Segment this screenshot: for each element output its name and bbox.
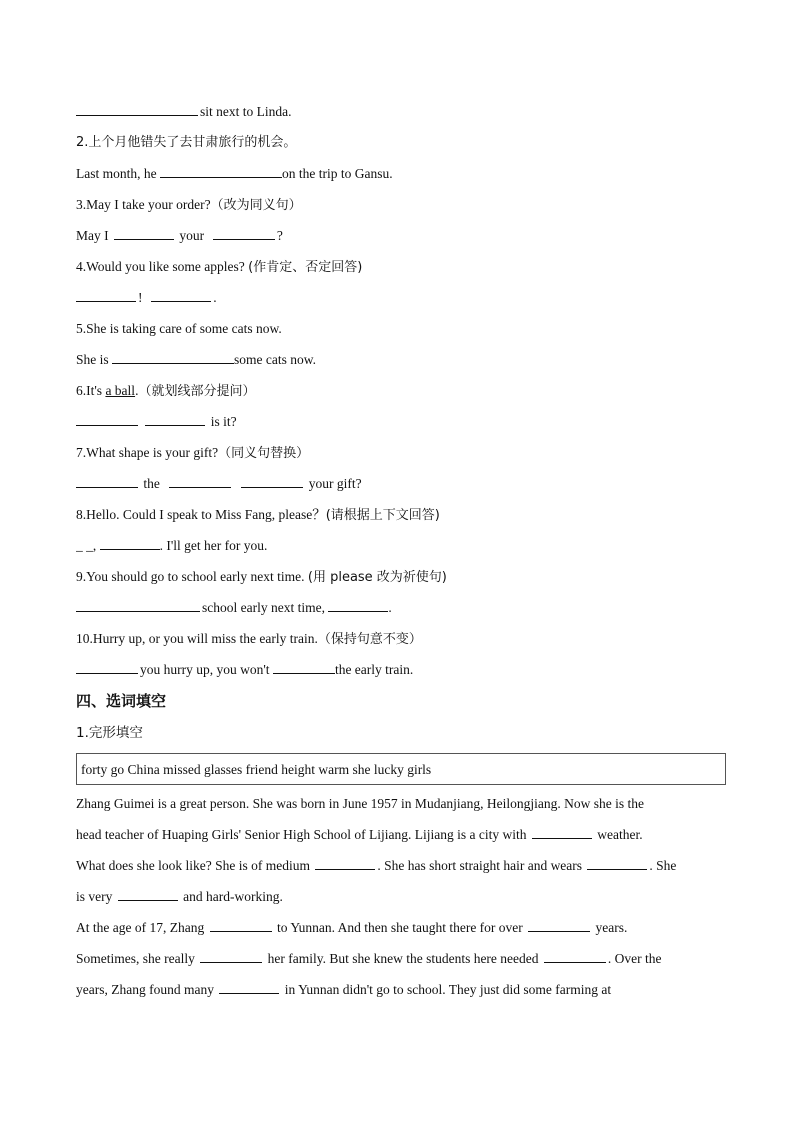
question-text: 9.You should go to school early next time. [76, 569, 308, 584]
cloze-blank[interactable] [118, 886, 178, 901]
cloze-blank[interactable] [219, 979, 279, 994]
passage-text: head teacher of Huaping Girls' Senior High School of Lijiang. Lijiang is a city with [76, 827, 530, 842]
line-text: some cats now. [234, 352, 316, 367]
answer-line-5 [76, 349, 726, 380]
cloze-blank[interactable] [210, 917, 272, 932]
question-instruction: （同义句替换） [218, 446, 310, 461]
cloze-blank[interactable] [528, 917, 590, 932]
answer-blank[interactable] [145, 411, 205, 426]
question-instruction: （就划线部分提问） [138, 384, 256, 399]
question-7 [76, 442, 726, 473]
passage-text: What does she look like? She is of medium [76, 858, 314, 873]
passage-text: . She has short straight hair and wears [377, 858, 586, 873]
answer-line-7 [76, 473, 726, 504]
line-text: the early train. [334, 662, 414, 677]
answer-line-10 [76, 659, 726, 690]
question-instruction: （改为同义句） [210, 198, 302, 213]
passage-text: Sometimes, she really [76, 951, 199, 966]
answer-line-6 [76, 411, 726, 442]
line-text: . I'll get her for you. [159, 538, 268, 553]
line-text: you hurry up, you won't [140, 662, 273, 677]
answer-blank[interactable] [328, 597, 388, 612]
question-instruction: (用 please 改为祈使句) [307, 570, 447, 585]
answer-blank[interactable] [76, 411, 138, 426]
question-3 [76, 194, 726, 225]
line-text: . [213, 290, 217, 305]
passage-text: years, Zhang found many [76, 982, 218, 997]
cloze-blank[interactable] [544, 948, 606, 963]
passage-line [76, 850, 726, 881]
question-text: 5.She is taking care of some cats now. [76, 321, 282, 336]
question-4 [76, 256, 726, 287]
cloze-blank[interactable] [587, 855, 647, 870]
question-text: 2.上个月他错失了去甘肃旅行的机会。 [76, 135, 297, 150]
passage-text: and hard-working. [179, 889, 283, 904]
word-bank-box: forty go China missed glasses friend height warm she lucky girls [76, 753, 726, 785]
question-2 [76, 132, 726, 163]
question-text: 6.It's [76, 383, 106, 398]
line-text: the [140, 476, 164, 491]
line-text: school early next time, [202, 600, 329, 615]
question-9 [76, 566, 726, 597]
line-text: _ _, [76, 538, 100, 553]
passage-text: At the age of 17, Zhang [76, 920, 208, 935]
answer-blank[interactable] [76, 473, 138, 488]
question-8 [76, 504, 726, 535]
answer-blank[interactable] [169, 473, 231, 488]
question-text: 4.Would you like some apples? [76, 259, 249, 274]
answer-line-1 [76, 101, 726, 132]
line-text: ! [138, 290, 143, 305]
passage-text: her family. But she knew the students here needed [264, 951, 542, 966]
answer-line-9 [76, 597, 726, 628]
answer-blank[interactable] [76, 659, 138, 674]
line-text: on the trip to Gansu. [282, 166, 393, 181]
question-instruction: (作肯定、否定回答) [248, 260, 363, 275]
passage-line [76, 943, 726, 974]
answer-blank[interactable] [241, 473, 303, 488]
line-text: ? [276, 228, 283, 243]
passage-line [76, 912, 726, 943]
line-text: May I [76, 228, 112, 243]
passage-text: weather. [593, 827, 643, 842]
passage-text: Zhang Guimei is a great person. She was born in June 1957 in Mudanjiang, Heilongjiang. Now she is the [76, 796, 645, 811]
passage-text: to Yunnan. And then she taught there for over [273, 920, 527, 935]
answer-blank[interactable] [160, 163, 282, 178]
question-instruction: （保持句意不变） [317, 632, 422, 647]
answer-line-4 [76, 287, 726, 318]
underlined-phrase: a ball [105, 383, 136, 398]
answer-blank[interactable] [76, 287, 136, 302]
cloze-blank[interactable] [315, 855, 375, 870]
question-6 [76, 380, 726, 411]
passage-text: years. [592, 920, 628, 935]
answer-blank[interactable] [76, 597, 200, 612]
answer-blank[interactable] [76, 101, 198, 116]
answer-blank[interactable] [112, 349, 234, 364]
passage-text: is very [76, 889, 116, 904]
question-text: 7.What shape is your gift? [76, 445, 219, 460]
answer-blank[interactable] [151, 287, 211, 302]
line-text: your gift? [305, 476, 362, 491]
line-text: . [388, 600, 392, 615]
answer-blank[interactable] [114, 225, 174, 240]
line-text: She is [76, 352, 113, 367]
passage-line [76, 974, 726, 1005]
question-5 [76, 318, 726, 349]
answer-blank[interactable] [100, 535, 160, 550]
answer-line-2 [76, 163, 726, 194]
question-10 [76, 628, 726, 659]
passage-line [76, 819, 726, 850]
cloze-blank[interactable] [200, 948, 262, 963]
line-text: Last month, he [76, 166, 160, 181]
section-subheading: 1.完形填空 [76, 725, 143, 741]
answer-line-3 [76, 225, 726, 256]
answer-blank[interactable] [273, 659, 335, 674]
line-text: sit next to Linda. [200, 104, 292, 119]
question-text: 10.Hurry up, or you will miss the early train. [76, 631, 318, 646]
passage-line [76, 788, 726, 819]
question-text: 8.Hello. Could I speak to Miss Fang, please？ [76, 507, 326, 522]
cloze-passage [76, 788, 726, 1005]
passage-text: . Over the [607, 951, 662, 966]
section-heading: 四、选词填空 [76, 692, 167, 710]
passage-text: . She [649, 858, 677, 873]
cloze-blank[interactable] [532, 824, 592, 839]
answer-blank[interactable] [213, 225, 275, 240]
line-text: your [176, 228, 208, 243]
passage-line [76, 881, 726, 912]
question-instruction: (请根据上下文回答) [325, 508, 440, 523]
worksheet-page [76, 101, 726, 1005]
answer-line-8 [76, 535, 726, 566]
line-text: . [135, 383, 139, 398]
passage-text: in Yunnan didn't go to school. They just did some farming at [281, 982, 612, 997]
line-text: is it? [207, 414, 237, 429]
question-text: 3.May I take your order? [76, 197, 211, 212]
